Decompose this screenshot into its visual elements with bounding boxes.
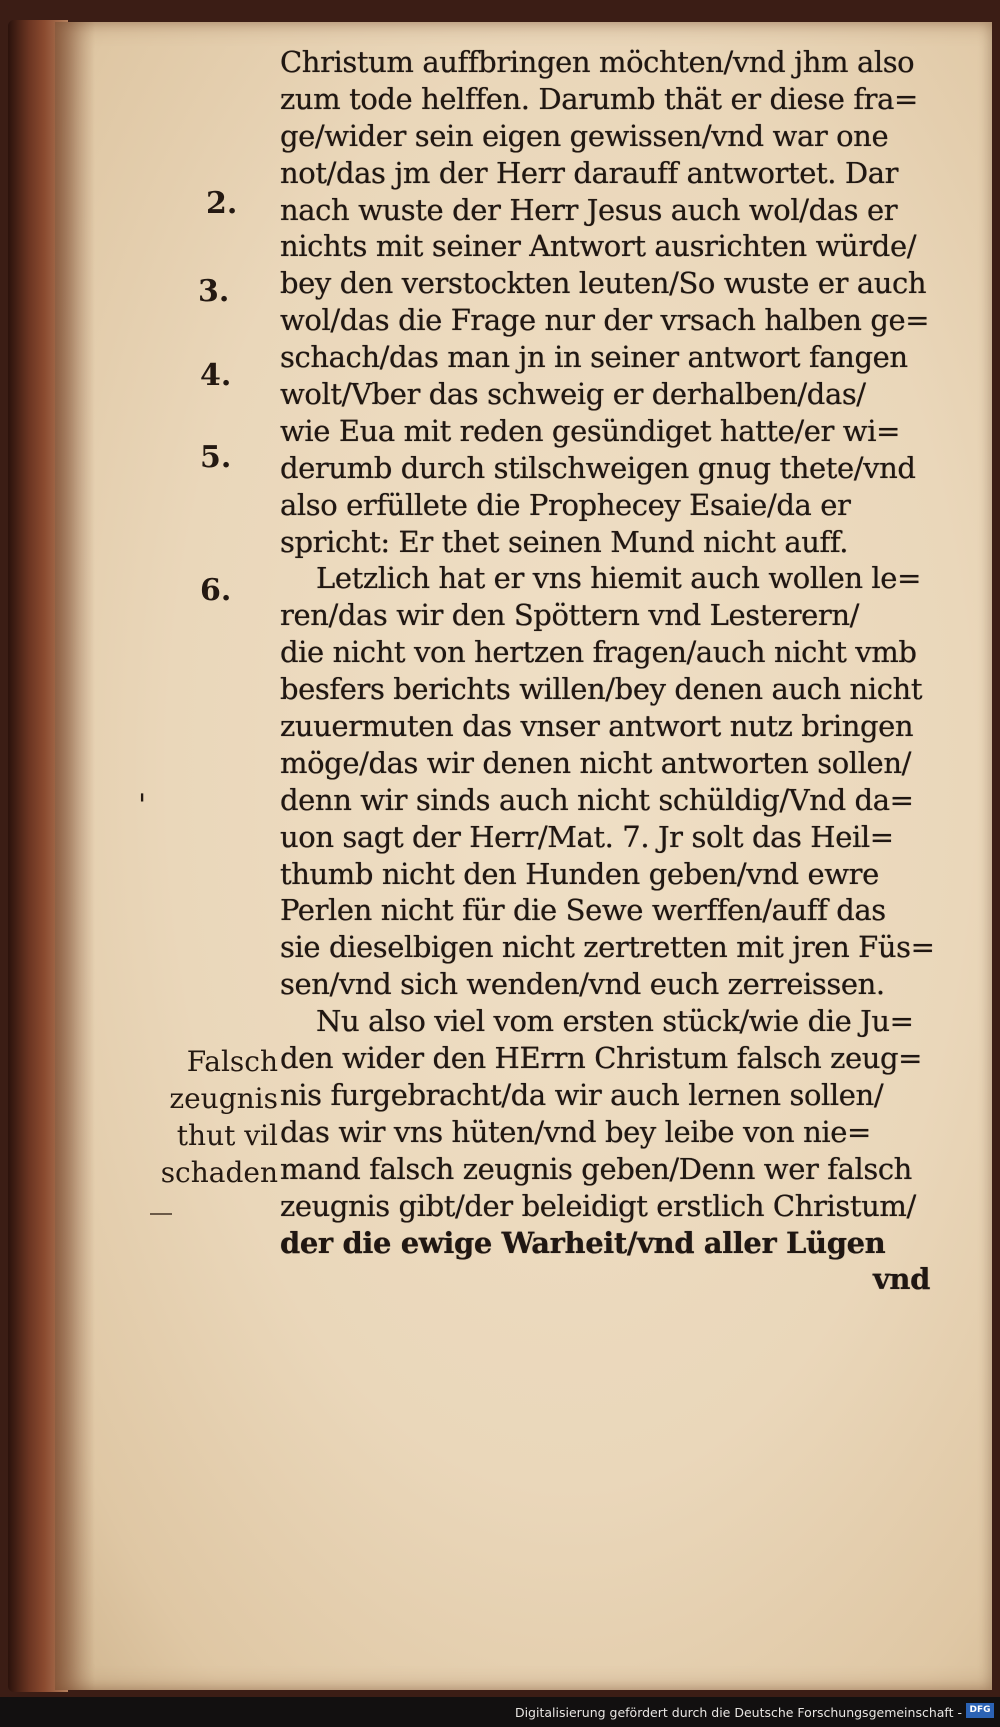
text-line: mand falsch zeugnis geben/Denn wer falsch xyxy=(280,1151,912,1186)
text-line: nis furgebracht/da wir auch lernen sollen/ xyxy=(280,1077,884,1112)
text-line: schach/das man jn in seiner antwort fangen xyxy=(280,340,908,375)
marginal-note-line: schaden xyxy=(160,1155,278,1189)
dfg-logo: DFG xyxy=(966,1703,994,1718)
margin-tick xyxy=(150,1213,172,1215)
marginal-note-line: Falsch xyxy=(186,1045,278,1078)
text-line: das wir vns hüten/vnd bey leibe von nie= xyxy=(280,1114,871,1149)
text-line: zum tode helffen. Darumb thät er diese fra= xyxy=(280,81,918,116)
text-line: wol/das die Frage nur der vrsach halben ge= xyxy=(280,303,930,338)
text-line: nichts mit seiner Antwort ausrichten würde/ xyxy=(280,229,917,264)
text-line: also erfüllete die Prophecey Esaie/da er xyxy=(280,487,851,522)
text-line: die nicht von hertzen fragen/auch nicht vmb xyxy=(280,635,917,670)
text-line: bey den verstockten leuten/So wuste er auch xyxy=(280,266,927,301)
marginal-note-line: zeugnis xyxy=(169,1081,278,1115)
digitization-credit: Digitalisierung gefördert durch die Deutsche Forschungsgemeinschaft - xyxy=(514,1705,962,1720)
margin-number: 6. xyxy=(200,573,232,608)
text-line: Perlen nicht für die Sewe werffen/auff das xyxy=(280,893,886,928)
text-line: thumb nicht den Hunden geben/vnd ewre xyxy=(280,856,879,891)
margin-number: 3. xyxy=(198,274,230,309)
catchword: vnd xyxy=(872,1262,930,1297)
text-line: zuuermuten das vnser antwort nutz bringen xyxy=(280,709,914,744)
text-line: sen/vnd sich wenden/vnd euch zerreissen. xyxy=(280,967,885,1002)
text-line: wolt/Vber das schweig er derhalben/das/ xyxy=(280,377,866,412)
text-line: nach wuste der Herr Jesus auch wol/das er xyxy=(280,192,898,227)
margin-number: 5. xyxy=(200,440,232,475)
text-line: der die ewige Warheit/vnd aller Lügen xyxy=(280,1225,886,1260)
marginal-note-line: thut vil xyxy=(176,1118,278,1152)
text-line: wie Eua mit reden gesündiget hatte/er wi= xyxy=(280,413,900,448)
text-line: Christum auffbringen möchten/vnd jhm also xyxy=(280,45,915,79)
text-line: den wider den HErrn Christum falsch zeug= xyxy=(280,1041,923,1076)
paragraph-start-line: Nu also viel vom ersten stück/wie die Ju= xyxy=(316,1004,914,1039)
text-line: zeugnis gibt/der beleidigt erstlich Christum/ xyxy=(280,1188,916,1223)
text-line: ren/das wir den Spöttern vnd Lesterern/ xyxy=(280,598,860,633)
marginal-note xyxy=(148,1044,278,1192)
main-text-block xyxy=(280,44,970,1298)
text-line: derumb durch stilschweigen gnug thete/vnd xyxy=(280,450,916,485)
text-line: sie dieselbigen nicht zertretten mit jren Füs= xyxy=(280,930,935,965)
text-line: not/das jm der Herr darauff antwortet. Dar xyxy=(280,155,899,190)
paragraph-start-line: Letzlich hat er vns hiemit auch wollen le= xyxy=(316,561,921,596)
spine-shadow xyxy=(55,22,95,1690)
text-line: möge/das wir denen nicht antworten sollen/ xyxy=(280,745,911,780)
text-line: denn wir sinds auch nicht schüldig/Vnd da= xyxy=(280,782,914,817)
text-line: besfers berichts willen/bey denen auch nicht xyxy=(280,672,923,707)
text-line: spricht: Er thet seinen Mund nicht auff. xyxy=(280,524,849,559)
margin-mark: ' xyxy=(138,788,147,823)
text-line: uon sagt der Herr/Mat. 7. Jr solt das Heil= xyxy=(280,819,894,854)
margin-number: 4. xyxy=(200,358,232,393)
margin-number: 2. xyxy=(206,186,238,221)
text-line: ge/wider sein eigen gewissen/vnd war one xyxy=(280,118,889,153)
